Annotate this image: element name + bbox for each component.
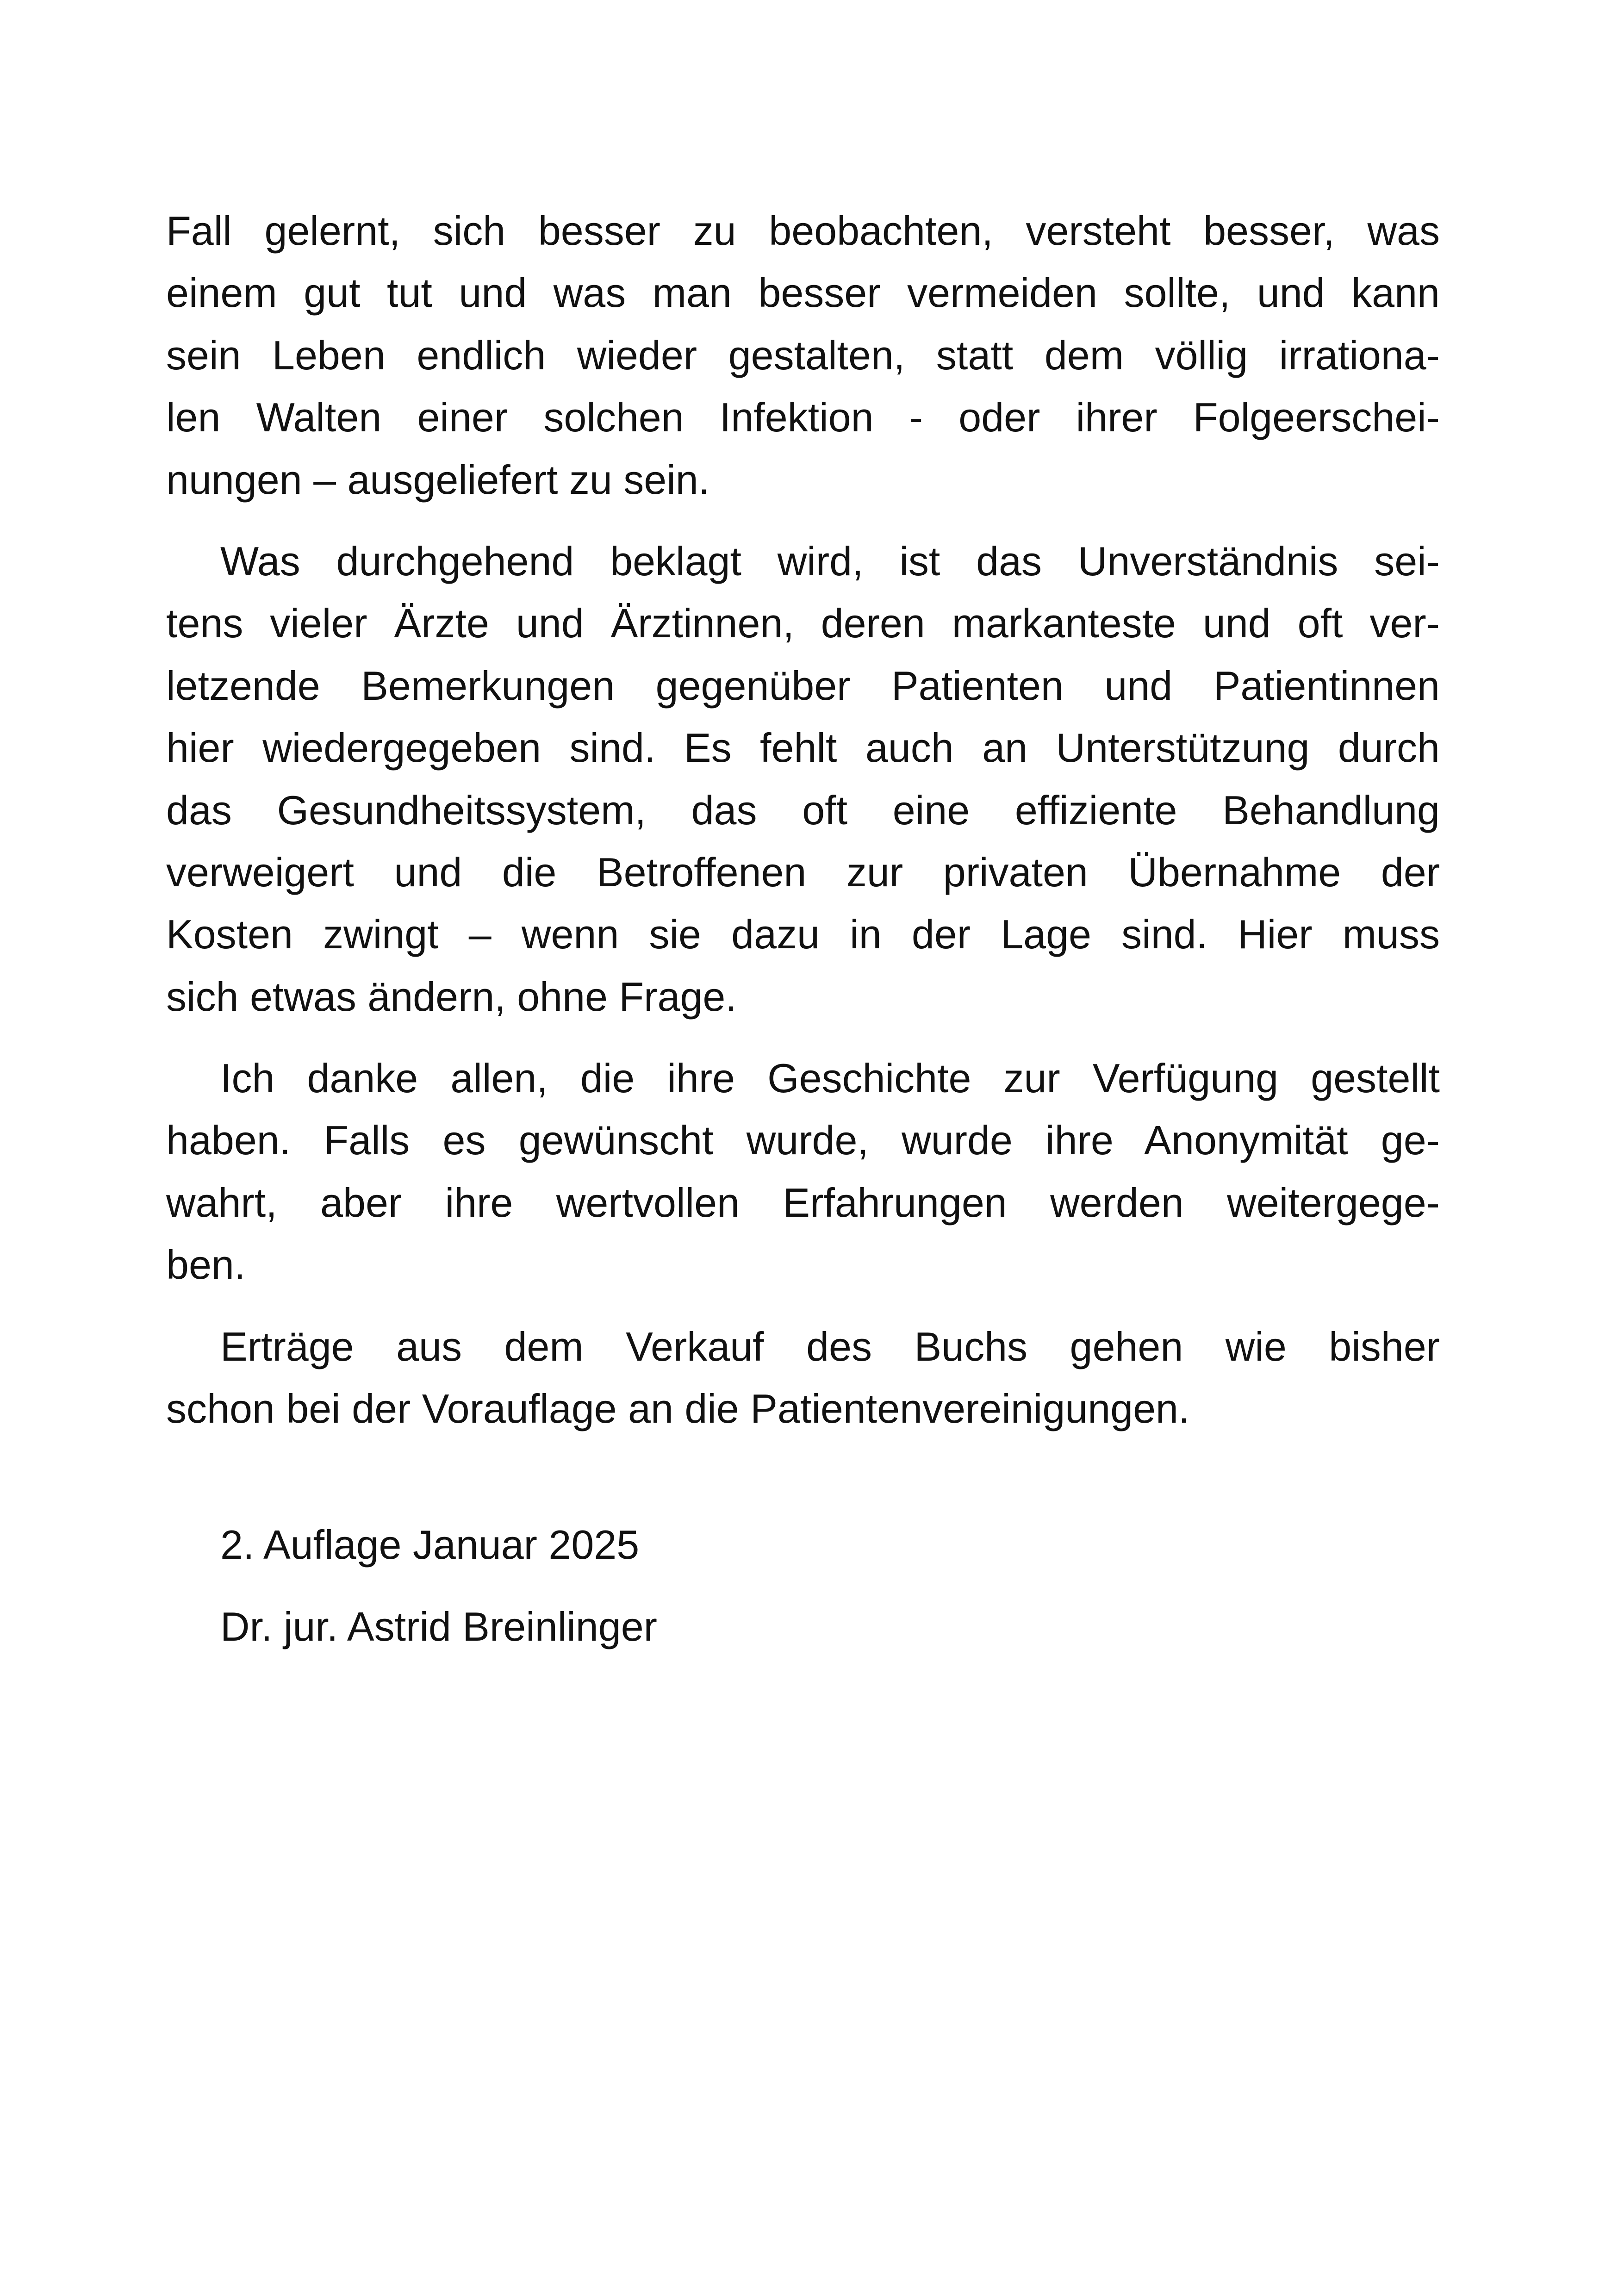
text-line: letzende Bemerkungen gegenüber Patienten und Patientinnen [166, 662, 1440, 709]
text-line: haben. Falls es gewünscht wurde, wurde ihre Anonymität ge- [166, 1117, 1440, 1164]
text-line: tens vieler Ärzte und Ärztinnen, deren markanteste und oft ver- [166, 600, 1440, 647]
section-spacer [166, 1440, 1440, 1514]
text-line: Erträge aus dem Verkauf des Buchs gehen wie bisher [220, 1323, 1440, 1369]
paragraph-4 [166, 1316, 1440, 1440]
body-text [166, 200, 1440, 1658]
text-line: sich etwas ändern, ohne Frage. [166, 973, 737, 1020]
text-line: schon bei der Vorauflage an die Patientenvereinigungen. [166, 1386, 1190, 1432]
text-line: einem gut tut und was man besser vermeiden sollte, und kann [166, 270, 1440, 316]
text-line: verweigert und die Betroffenen zur privaten Übernahme der [166, 849, 1440, 895]
paragraph-spacer [166, 1296, 1440, 1316]
paragraph-2 [166, 530, 1440, 1028]
text-line: sein Leben endlich wieder gestalten, statt dem völlig irrationa- [166, 332, 1440, 378]
paragraph-1 [166, 200, 1440, 511]
text-line: nungen – ausgeliefert zu sein. [166, 456, 710, 503]
text-line: Ich danke allen, die ihre Geschichte zur Verfügung gestellt [220, 1055, 1440, 1101]
paragraph-spacer [166, 511, 1440, 530]
paragraph-spacer [166, 1028, 1440, 1047]
author-signature: Dr. jur. Astrid Breinlinger [220, 1603, 657, 1649]
edition-note: 2. Auflage Januar 2025 [220, 1522, 640, 1568]
text-line: len Walten einer solchen Infektion - oder ihrer Folgeerschei- [166, 394, 1440, 441]
paragraph-spacer [166, 1576, 1440, 1596]
text-line: Was durchgehend beklagt wird, ist das Unverständnis sei- [220, 538, 1440, 584]
paragraph-3 [166, 1047, 1440, 1296]
text-line: Kosten zwingt – wenn sie dazu in der Lage sind. Hier muss [166, 911, 1440, 958]
text-line: Fall gelernt, sich besser zu beobachten, versteht besser, was [166, 208, 1440, 254]
text-line: ben. [166, 1242, 246, 1288]
text-line: hier wiedergegeben sind. Es fehlt auch an Unterstützung durch [166, 725, 1440, 771]
text-line: das Gesundheitssystem, das oft eine effiziente Behandlung [166, 787, 1440, 833]
text-line: wahrt, aber ihre wertvollen Erfahrungen werden weitergege- [166, 1179, 1440, 1226]
